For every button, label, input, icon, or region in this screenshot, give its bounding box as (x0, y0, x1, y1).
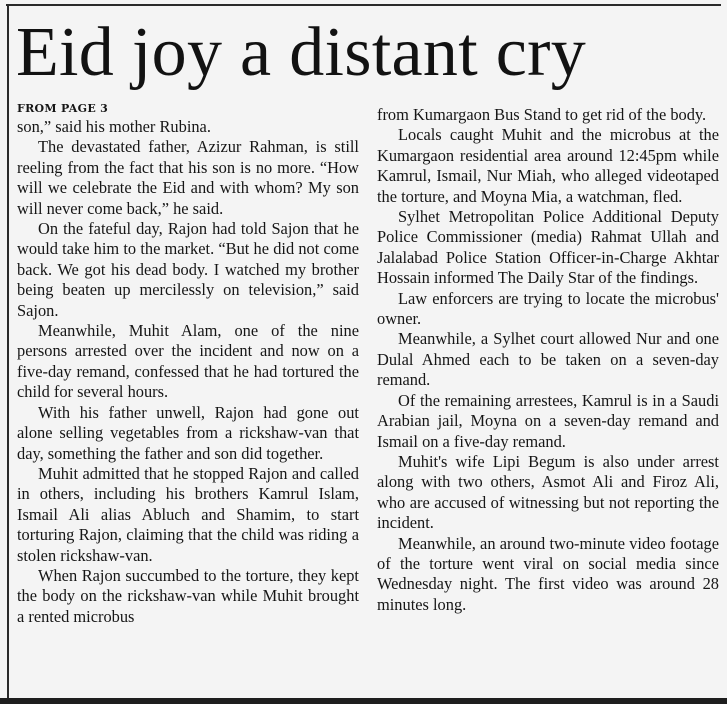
article-column-left (17, 102, 359, 627)
paragraph: Sylhet Metropolitan Police Additional Deputy Police Commissioner (media) Rahmat Ullah and Jalalabad Police Station Officer-in-Charge Akhtar Hossain informed The Daily Star of the findings. (377, 207, 719, 288)
paragraph: When Rajon succumbed to the torture, they kept the body on the rickshaw-van while Muhit brought a rented microbus (17, 565, 359, 626)
paragraph: son,” said his mother Rubina. (17, 117, 211, 136)
article-column-right (377, 105, 719, 615)
paragraph: Meanwhile, Muhit Alam, one of the nine persons arrested over the incident and now on a five-day remand, confessed that he had tortured the child for several hours. (17, 321, 359, 402)
paragraph: Of the remaining arrestees, Kamrul is in a Saudi Arabian jail, Moyna on a seven-day remand and Ismail on a five-day remand. (377, 390, 719, 451)
paragraph: Meanwhile, an around two-minute video footage of the torture went viral on social media since Wednesday night. The first video was around 28 minutes long. (377, 533, 719, 614)
paragraph: Meanwhile, a Sylhet court allowed Nur and one Dulal Ahmed each to be taken on a seven-day remand. (377, 329, 719, 390)
paragraph: With his father unwell, Rajon had gone out alone selling vegetables from a rickshaw-van that day, something the father and son did together. (17, 402, 359, 463)
paragraph: On the fateful day, Rajon had told Sajon that he would take him to the market. “But he did not come back. We got his dead body. I watched my brother being beaten up mercilessly on television,” said Sajon. (17, 219, 359, 320)
paragraph: from Kumargaon Bus Stand to get rid of the body. (377, 105, 707, 124)
headline: Eid joy a distant cry (16, 14, 587, 91)
paragraph: Locals caught Muhit and the microbus at the Kumargaon residential area around 12:45pm while Kamrul, Ismail, Nur Miah, who alleged videotaped the torture, and Moyna Mia, a watchman, fled. (377, 125, 719, 206)
left-border-rule (7, 4, 9, 704)
paragraph: Muhit admitted that he stopped Rajon and called in others, including his brothers Kamrul Islam, Ismail Ali alias Abluch and Shamim, to start torturing Rajon, claiming that the child was riding a stolen rickshaw-van. (17, 463, 359, 565)
continuation-label: FROM PAGE 3 (17, 102, 109, 115)
paragraph: The devastated father, Azizur Rahman, is still reeling from the fact that his son is no more. “How will we celebrate the Eid and with whom? My son will never come back,” he said. (17, 137, 359, 218)
bottom-border-rule (0, 698, 727, 704)
paragraph: Law enforcers are trying to locate the microbus' owner. (377, 288, 719, 329)
top-border-rule (6, 4, 721, 6)
paragraph: Muhit's wife Lipi Begum is also under arrest along with two others, Asmot Ali and Firoz Ali, who are accused of witnessing but not reporting the incident. (377, 451, 719, 533)
